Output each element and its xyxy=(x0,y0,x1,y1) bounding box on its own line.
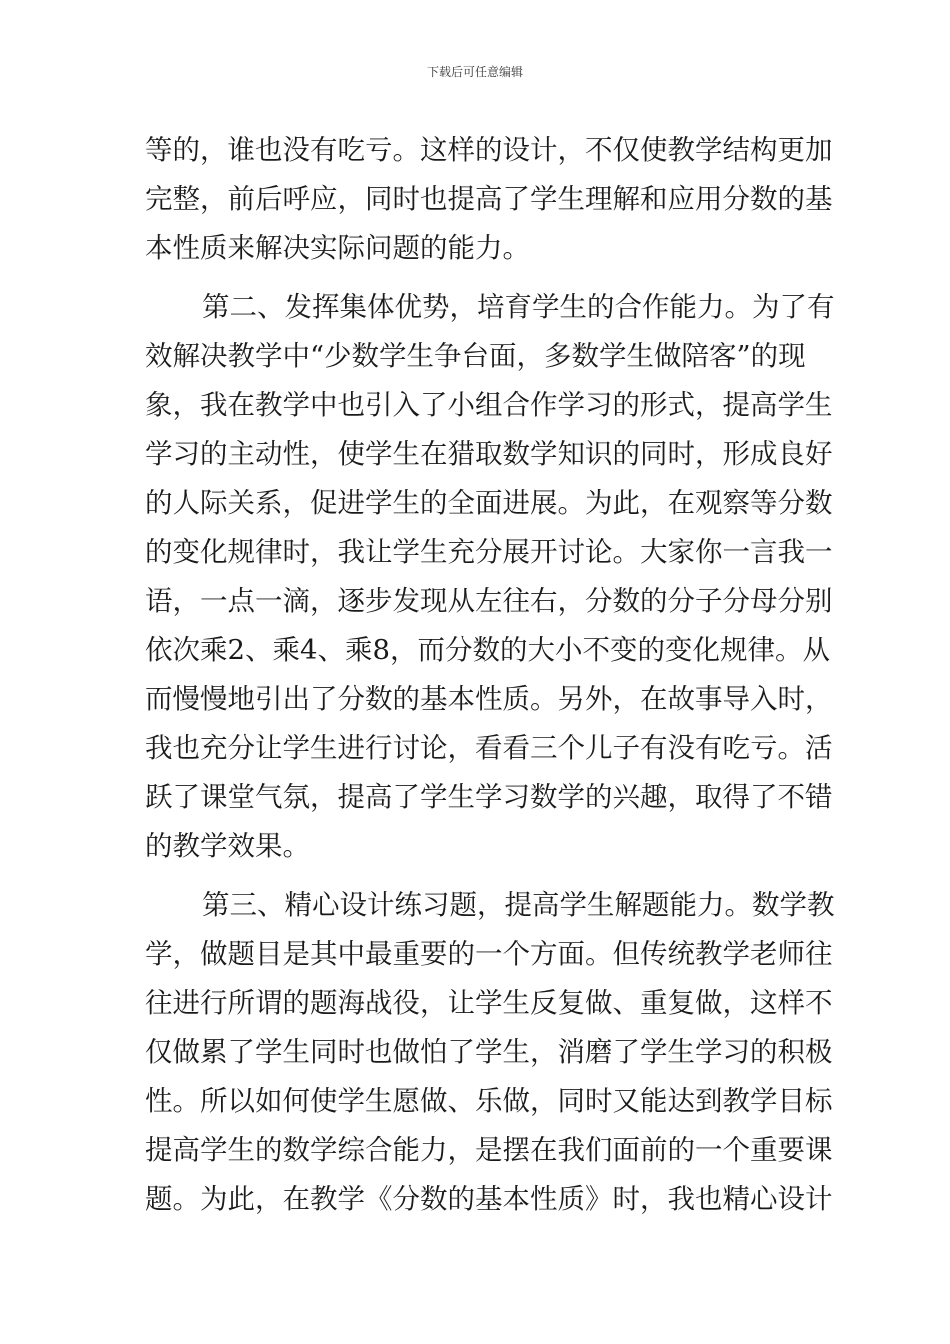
paragraph-2 xyxy=(145,283,835,871)
text-line: 等的，谁也没有吃亏。这样的设计，不仅使教学结构更加 xyxy=(145,134,833,166)
text-line: 学，做题目是其中最重要的一个方面。但传统教学老师往 xyxy=(145,938,833,970)
document-body xyxy=(145,126,835,1224)
text-line: 的教学效果。 xyxy=(145,830,310,862)
text-line: 语，一点一滴，逐步发现从左往右，分数的分子分母分别 xyxy=(145,585,833,617)
text-line: 完整，前后呼应，同时也提高了学生理解和应用分数的基 xyxy=(145,183,833,215)
text-line: 题。为此，在教学《分数的基本性质》时，我也精心设计 xyxy=(145,1183,833,1215)
text-line: 往进行所谓的题海战役，让学生反复做、重复做，这样不 xyxy=(145,987,833,1019)
text-line: 而慢慢地引出了分数的基本性质。另外，在故事导入时， xyxy=(145,683,833,715)
text-line: 学习的主动性，使学生在猎取数学知识的同时，形成良好 xyxy=(145,438,833,470)
text-line: 象，我在教学中也引入了小组合作学习的形式，提高学生 xyxy=(145,389,833,421)
text-line: 提高学生的数学综合能力，是摆在我们面前的一个重要课 xyxy=(145,1134,833,1166)
page-header: 下载后可任意编辑 xyxy=(426,65,523,79)
text-line: 性。所以如何使学生愿做、乐做，同时又能达到教学目标 xyxy=(145,1085,833,1117)
text-line: 的人际关系，促进学生的全面进展。为此，在观察等分数 xyxy=(145,487,833,519)
text-line: 跃了课堂气氛，提高了学生学习数学的兴趣，取得了不错 xyxy=(145,781,833,813)
paragraph-1 xyxy=(145,126,833,273)
paragraph-3 xyxy=(145,881,835,1224)
text-line: 本性质来解决实际问题的能力。 xyxy=(145,232,530,264)
text-line: 依次乘2、乘4、乘8，而分数的大小不变的变化规律。从 xyxy=(145,634,830,666)
text-line: 效解决教学中“少数学生争台面，多数学生做陪客”的现 xyxy=(145,340,806,372)
text-line: 的变化规律时，我让学生充分展开讨论。大家你一言我一 xyxy=(145,536,833,568)
text-line: 第三、精心设计练习题，提高学生解题能力。数学教 xyxy=(202,889,835,921)
text-line: 第二、发挥集体优势，培育学生的合作能力。为了有 xyxy=(202,291,835,323)
text-line: 我也充分让学生进行讨论，看看三个儿子有没有吃亏。活 xyxy=(145,732,833,764)
text-line: 仅做累了学生同时也做怕了学生，消磨了学生学习的积极 xyxy=(145,1036,833,1068)
